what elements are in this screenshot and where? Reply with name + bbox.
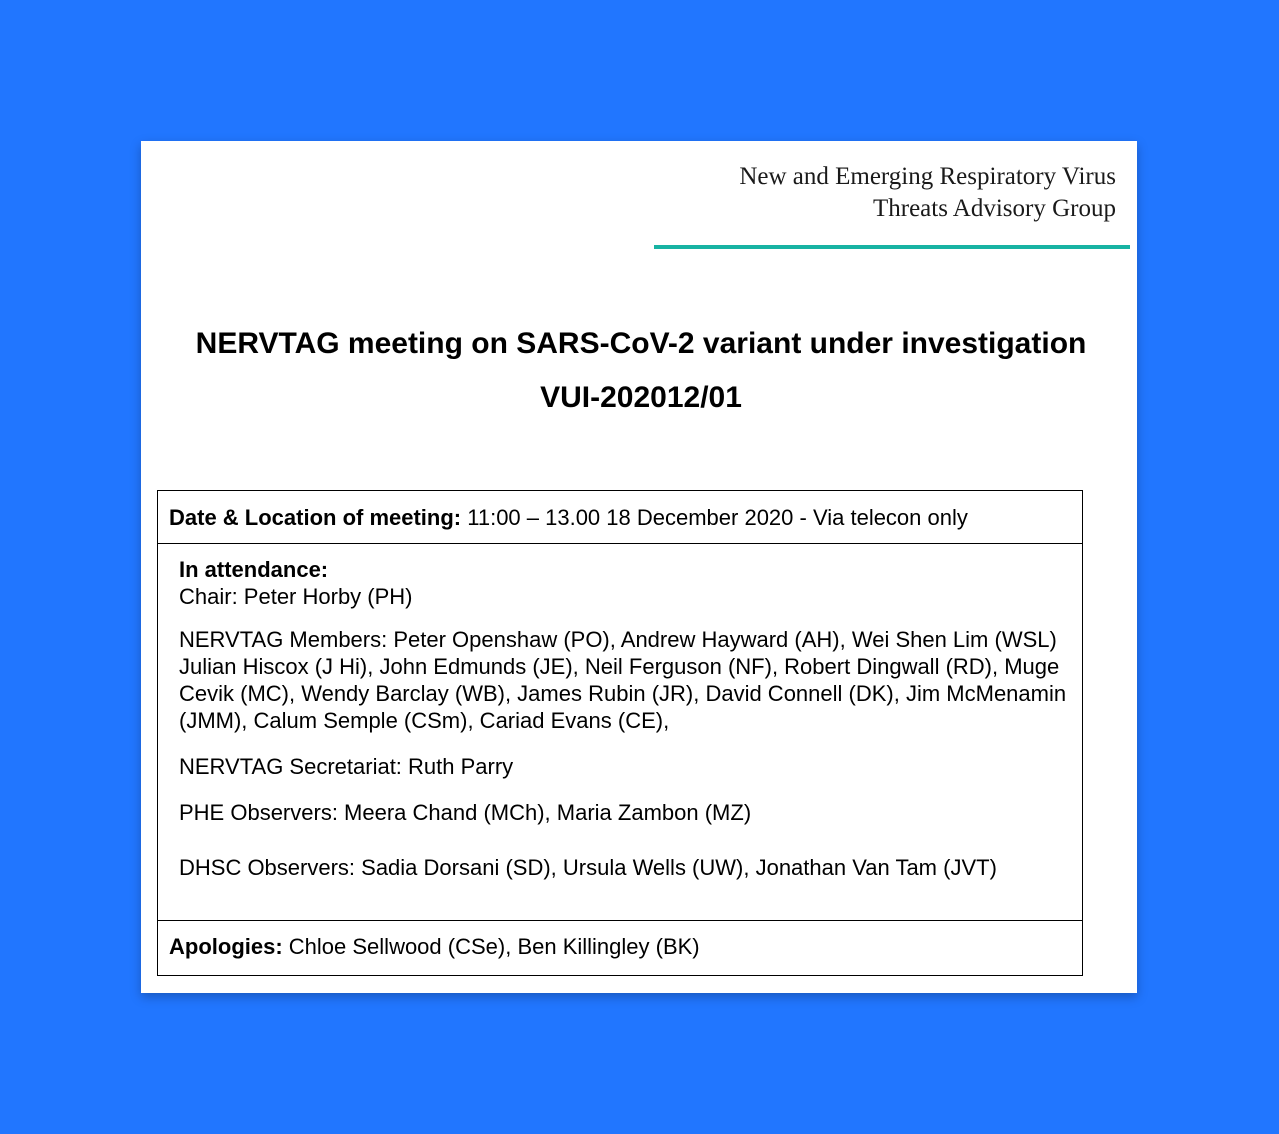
apologies-value: Chloe Sellwood (CSe), Ben Killingley (BK) bbox=[282, 934, 700, 959]
attendance-heading: In attendance: bbox=[179, 557, 329, 582]
document-title-line-1: NERVTAG meeting on SARS-CoV-2 variant under investigation bbox=[195, 327, 1087, 360]
apologies-label: Apologies: bbox=[169, 934, 283, 959]
members-text: NERVTAG Members: Peter Openshaw (PO), Andrew Hayward (AH), Wei Shen Lim (WSL) Julian Hiscox (J Hi), John Edmunds (JE), Neil Ferguson (NF), Robert Dingwall (RD), Muge Cevik (MC), Wendy Barclay (WB), James Rubin (JR), David Connell (DK), Jim McMenamin (JMM), Calum Semple (CSm), Cariad Evans (CE), bbox=[179, 627, 1067, 733]
organisation-name-line-1: New and Emerging Respiratory Virus bbox=[739, 163, 1116, 190]
header-divider bbox=[654, 245, 1130, 249]
secretariat-text: NERVTAG Secretariat: Ruth Parry bbox=[179, 754, 514, 779]
attendance-row bbox=[158, 544, 1082, 921]
chair-text: Chair: Peter Horby (PH) bbox=[179, 584, 413, 609]
dhsc-observers-text: DHSC Observers: Sadia Dorsani (SD), Ursula Wells (UW), Jonathan Van Tam (JVT) bbox=[179, 855, 997, 880]
phe-observers-text: PHE Observers: Meera Chand (MCh), Maria Zambon (MZ) bbox=[179, 800, 752, 825]
meeting-date-row bbox=[158, 491, 1082, 544]
organisation-name-line-2: Threats Advisory Group bbox=[872, 195, 1116, 222]
organisation-header bbox=[739, 161, 1116, 225]
document-title-line-2: VUI-202012/01 bbox=[540, 381, 742, 414]
document-title bbox=[141, 317, 1141, 425]
meeting-info-table bbox=[157, 490, 1083, 976]
meeting-date-label: Date & Location of meeting: bbox=[169, 505, 462, 530]
document-page bbox=[141, 141, 1137, 993]
apologies-row bbox=[158, 921, 1082, 975]
meeting-date-value: 11:00 – 13.00 18 December 2020 - Via telecon only bbox=[461, 505, 968, 530]
